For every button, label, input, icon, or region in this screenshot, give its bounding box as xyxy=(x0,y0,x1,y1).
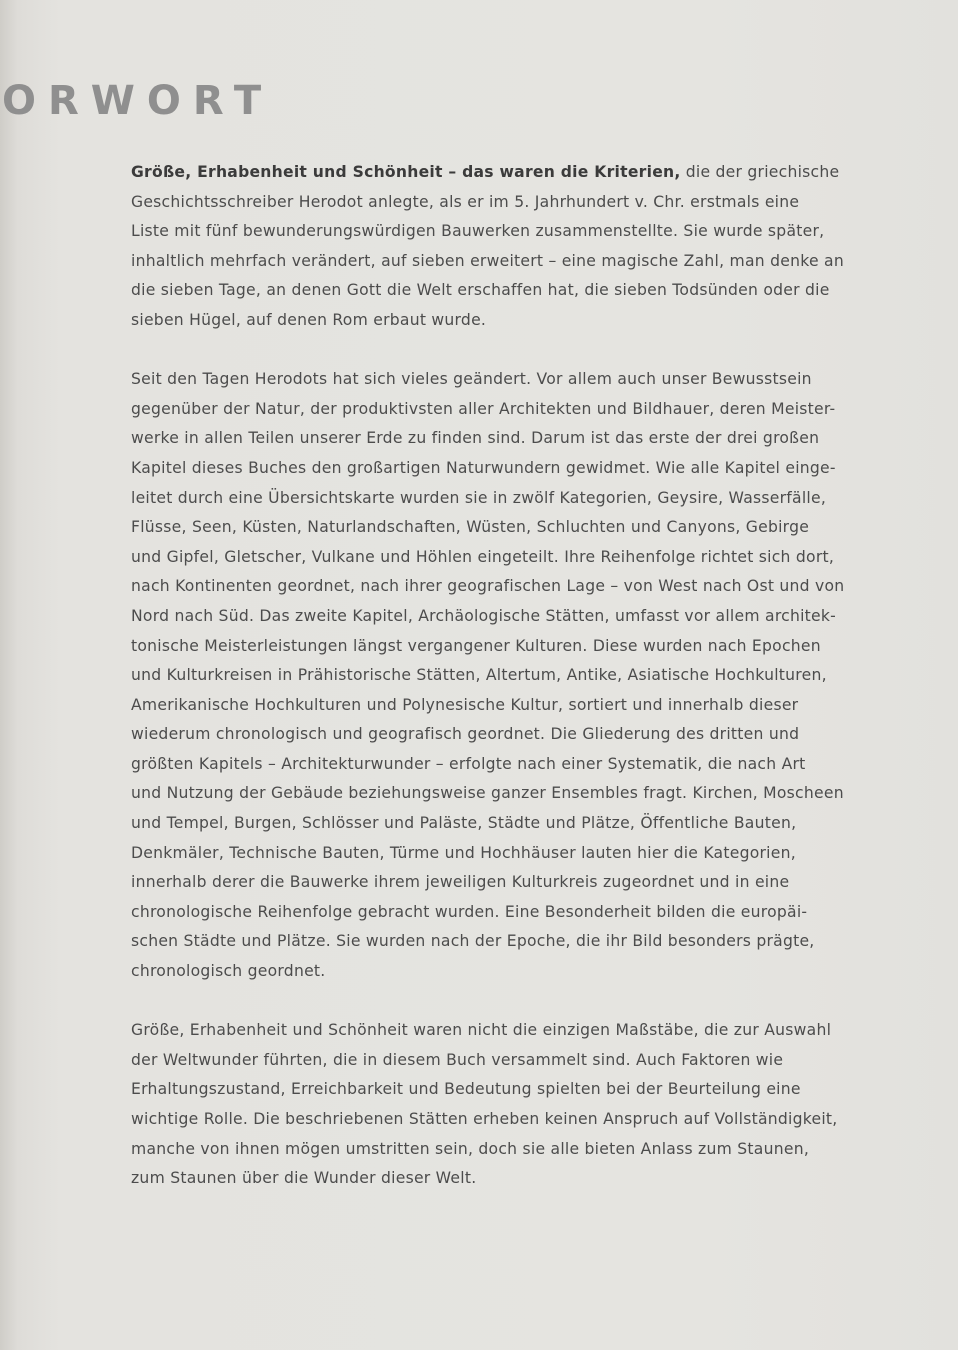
lead-emphasis: Größe, Erhabenheit und Schönheit – das waren die Kriterien, xyxy=(131,163,681,181)
text-line: chronologische Reihenfolge gebracht wurden. Eine Besonderheit bilden die europäi- xyxy=(131,902,808,921)
text-line: inhaltlich mehrfach verändert, auf sieben erweitert – eine magische Zahl, man denke an xyxy=(131,251,844,270)
text-line: und Tempel, Burgen, Schlösser und Paläste, Städte und Plätze, Öffentliche Bauten, xyxy=(131,814,797,833)
text-line: und Gipfel, Gletscher, Vulkane und Höhlen eingeteilt. Ihre Reihenfolge richtet sich dort, xyxy=(131,547,835,566)
text-line: nach Kontinenten geordnet, nach ihrer geografischen Lage – von West nach Ost und von xyxy=(131,577,845,596)
text-line: schen Städte und Plätze. Sie wurden nach der Epoche, die ihr Bild besonders prägte, xyxy=(131,932,815,951)
page-title: ORWORT xyxy=(2,78,274,124)
body-text xyxy=(131,158,866,1223)
text-line xyxy=(131,158,866,188)
text-line: Nord nach Süd. Das zweite Kapitel, Archäologische Stätten, umfasst vor allem architek- xyxy=(131,606,837,625)
text-line: und Nutzung der Gebäude beziehungsweise ganzer Ensembles fragt. Kirchen, Moscheen xyxy=(131,784,844,803)
text-line: Seit den Tagen Herodots hat sich vieles geändert. Vor allem auch unser Bewusstsein xyxy=(131,370,812,389)
paragraph-2 xyxy=(131,365,866,986)
text-line: wiederum chronologisch und geografisch geordnet. Die Gliederung des dritten und xyxy=(131,725,800,744)
text-line: gegenüber der Natur, der produktivsten aller Architekten und Bildhauer, deren Meister- xyxy=(131,399,836,418)
text-line: Kapitel dieses Buches den großartigen Naturwundern gewidmet. Wie alle Kapitel einge- xyxy=(131,458,836,477)
text-line-rest: die der griechische xyxy=(680,163,840,181)
paragraph-3 xyxy=(131,1016,866,1194)
text-line: und Kulturkreisen in Prähistorische Stätten, Altertum, Antike, Asiatische Hochkulturen, xyxy=(131,666,827,685)
text-line: Amerikanische Hochkulturen und Polynesische Kultur, sortiert und innerhalb dieser xyxy=(131,695,799,714)
text-line: tonische Meisterleistungen längst vergangener Kulturen. Diese wurden nach Epochen xyxy=(131,636,821,655)
text-line: größten Kapitels – Architekturwunder – erfolgte nach einer Systematik, die nach Art xyxy=(131,754,806,773)
text-line: Flüsse, Seen, Küsten, Naturlandschaften, Wüsten, Schluchten und Canyons, Gebirge xyxy=(131,518,810,537)
text-line: Geschichtsschreiber Herodot anlegte, als er im 5. Jahrhundert v. Chr. erstmals eine xyxy=(131,192,800,211)
text-line: manche von ihnen mögen umstritten sein, doch sie alle bieten Anlass zum Staunen, xyxy=(131,1139,810,1158)
text-line: zum Staunen über die Wunder dieser Welt. xyxy=(131,1169,477,1188)
text-line: die sieben Tage, an denen Gott die Welt erschaffen hat, die sieben Todsünden oder die xyxy=(131,281,830,300)
paragraph-1 xyxy=(131,158,866,336)
text-line: der Weltwunder führten, die in diesem Buch versammelt sind. Auch Faktoren wie xyxy=(131,1050,784,1069)
text-line: innerhalb derer die Bauwerke ihrem jeweiligen Kulturkreis zugeordnet und in eine xyxy=(131,873,790,892)
text-line: Erhaltungszustand, Erreichbarkeit und Bedeutung spielten bei der Beurteilung eine xyxy=(131,1080,801,1099)
text-line: Liste mit fünf bewunderungswürdigen Bauwerken zusammenstellte. Sie wurde später, xyxy=(131,222,825,241)
text-line: werke in allen Teilen unserer Erde zu finden sind. Darum ist das erste der drei großen xyxy=(131,429,820,448)
text-line: sieben Hügel, auf denen Rom erbaut wurde. xyxy=(131,310,487,329)
text-line: Denkmäler, Technische Bauten, Türme und Hochhäuser lauten hier die Kategorien, xyxy=(131,843,796,862)
text-line: wichtige Rolle. Die beschriebenen Stätten erheben keinen Anspruch auf Vollständigkeit, xyxy=(131,1110,838,1128)
text-line: Größe, Erhabenheit und Schönheit waren nicht die einzigen Maßstäbe, die zur Auswahl xyxy=(131,1021,832,1040)
text-line: leitet durch eine Übersichtskarte wurden sie in zwölf Kategorien, Geysire, Wasserfälle, xyxy=(131,488,827,507)
text-line: chronologisch geordnet. xyxy=(131,962,326,981)
